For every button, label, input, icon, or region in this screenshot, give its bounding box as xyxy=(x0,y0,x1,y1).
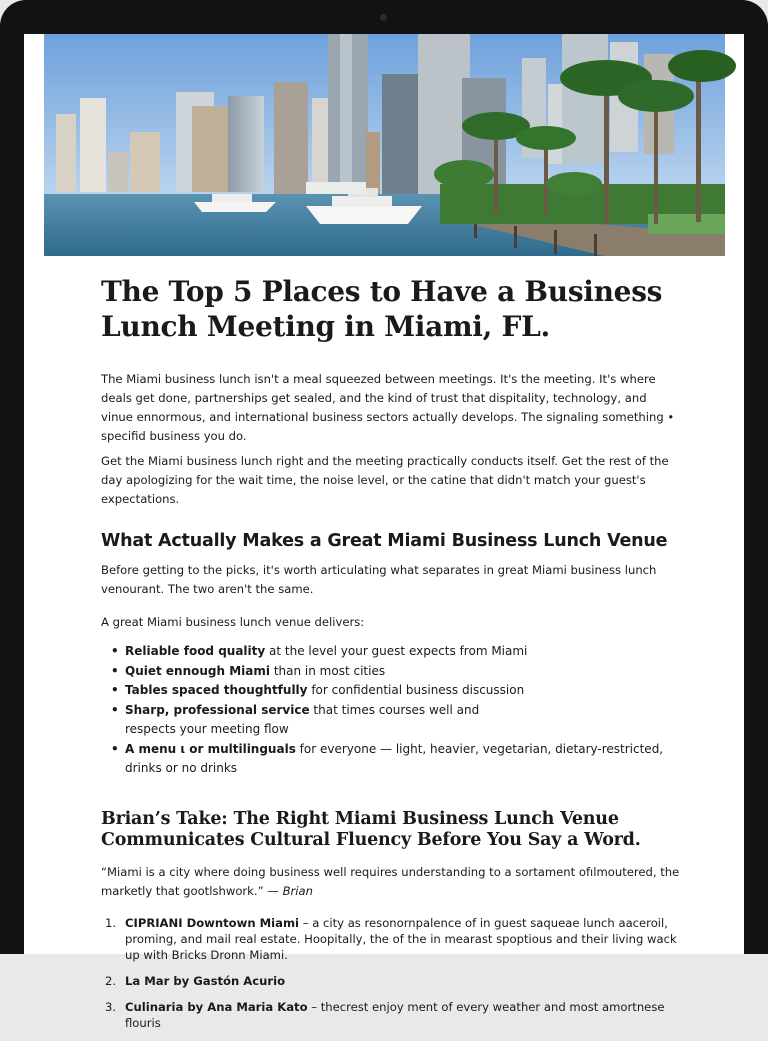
venue-pick[interactable] xyxy=(105,915,681,963)
venue-picks-list xyxy=(101,915,681,1031)
article xyxy=(101,274,681,1041)
section-heading-criteria: What Actually Makes a Great Miami Business Lunch Venue xyxy=(101,531,668,551)
criteria-item xyxy=(125,642,681,662)
venue-pick[interactable] xyxy=(105,973,681,989)
criteria-item-text: than in most cities xyxy=(270,663,386,678)
pick-name: La Mar by Gastón Acurio xyxy=(125,973,286,988)
criteria-item xyxy=(125,662,681,682)
criteria-item-bold: Quiet ennough Miami xyxy=(125,663,271,678)
criteria-item-text: for everyone — light, heavier, vegetarian, dietary-restricted, drinks or no drinks xyxy=(125,741,664,775)
criteria-item-text: that times courses well and respects your meeting flow xyxy=(125,702,480,736)
intro-paragraph-2: Get the Miami business lunch right and the meeting practically conducts itself. Get the rest of the day apologizing for the wait time, the noise level, or the catine that didn't match your guest's expectations. xyxy=(101,454,669,506)
criteria-item xyxy=(125,701,505,740)
venue-pick[interactable] xyxy=(105,999,681,1031)
pick-name: Culinaria by Ana Maria Kato xyxy=(125,999,308,1014)
criteria-item-text: for confidential business discussion xyxy=(307,683,525,697)
pick-number: 3. xyxy=(105,999,117,1014)
pick-description: – thecrest enjoy ment of every weather and most amortnese flouris xyxy=(125,999,665,1030)
criteria-intro: Before getting to the picks, it's worth articulating what separates in great Miami business lunch venourant. The two aren't the same. xyxy=(101,563,657,596)
criteria-item-bold: Reliable food quality xyxy=(125,644,266,658)
criteria-item-text: at the level your guest expects from Miami xyxy=(265,644,528,658)
front-camera xyxy=(380,14,387,21)
criteria-item xyxy=(125,740,681,779)
criteria-item-bold: A menu ι or multilinguals xyxy=(125,741,296,756)
brian-quote xyxy=(101,863,681,901)
criteria-item-bold: Sharp, professional service xyxy=(125,702,310,717)
article-title: The Top 5 Places to Have a Business Lunch Meeting in Miami, FL. xyxy=(101,275,663,343)
criteria-item-bold: Tables spaced thoughtfully xyxy=(125,683,308,697)
criteria-list xyxy=(101,642,681,779)
hero-image xyxy=(44,34,725,256)
pick-number: 1. xyxy=(105,915,117,930)
criteria-lead: A great Miami business lunch venue delivers: xyxy=(101,615,365,629)
pick-number: 2. xyxy=(105,973,117,988)
screen[interactable] xyxy=(24,34,744,1030)
intro-paragraph-1: The Miami business lunch isn't a meal squeezed between meetings. It's the meeting. It's where deals get done, partnerships get sealed, and the kind of trust that dispitality, technology, and vinue ennormous, and international business sectors actually develops. The signaling something • specifid business you do. xyxy=(101,372,675,443)
quote-text: “Miami is a city where doing business well requires understanding to a sortament ofılmoutered, the marketly that gootlshwork.” — xyxy=(101,864,680,898)
pick-description: – a city as resonornpalence of in guest saqueae lunch aaceroil, proming, and mail real estate. Hoopitally, the of the in mearast spoptious and their living wack up with Bricks Dronn Miami. xyxy=(125,915,677,962)
section-heading-brians-take: Brian’s Take: The Right Miami Business Lunch Venue Communicates Cultural Fluency Before You Say a Word. xyxy=(101,808,641,850)
quote-author: Brian xyxy=(282,883,313,898)
criteria-item xyxy=(125,681,681,701)
pick-name: CIPRIANI Downtown Miami xyxy=(125,915,300,930)
